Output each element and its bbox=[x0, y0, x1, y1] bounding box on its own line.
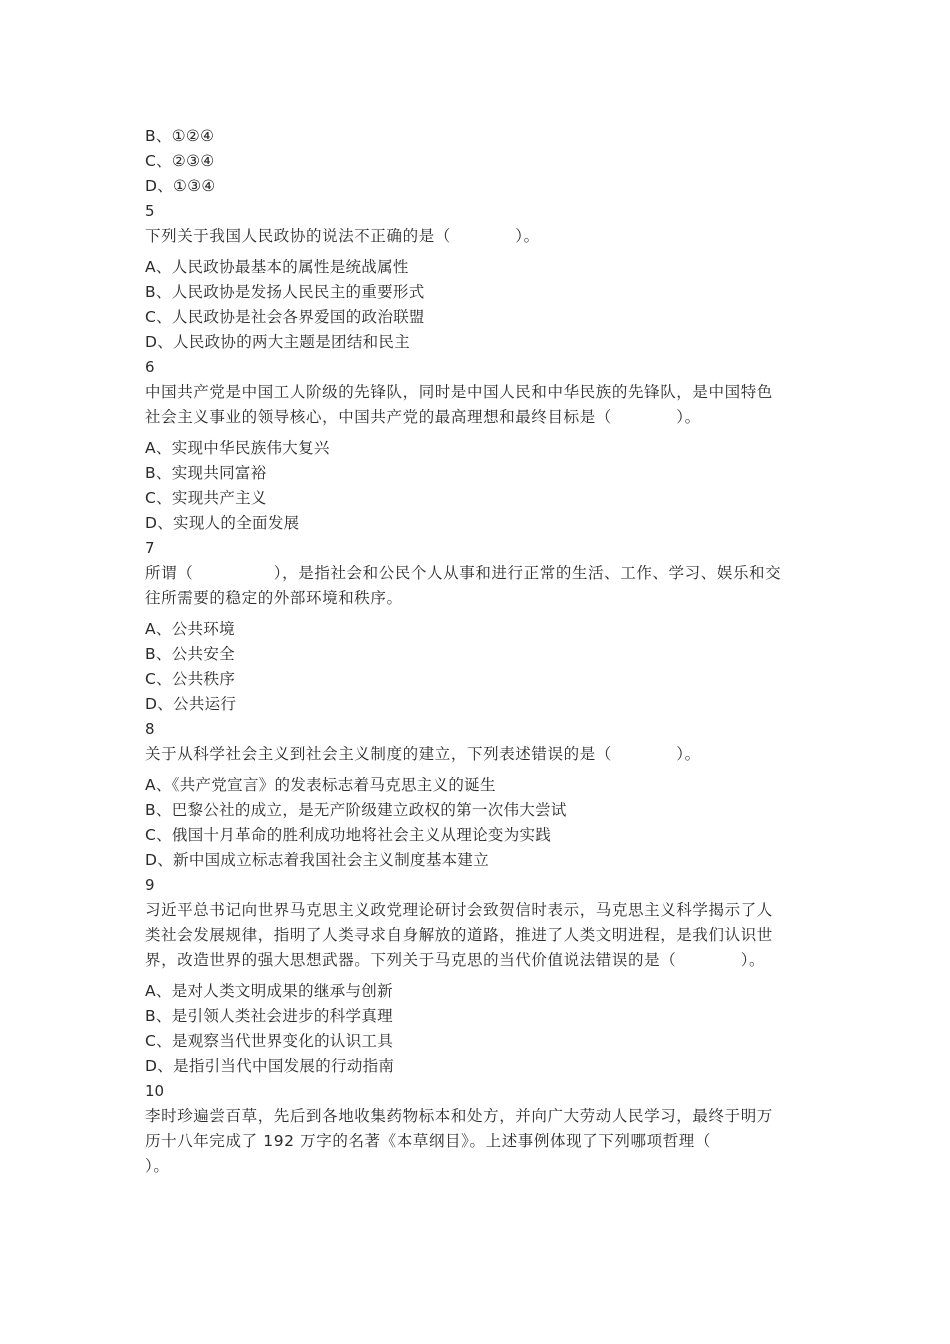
option: A、人民政协最基本的属性是统战属性 bbox=[145, 258, 409, 276]
option: D、新中国成立标志着我国社会主义制度基本建立 bbox=[145, 851, 490, 869]
option: B、巴黎公社的成立，是无产阶级建立政权的第一次伟大尝试 bbox=[145, 801, 567, 819]
stem-line: 历十八年完成了 192 万字的名著《本草纲目》。上述事例体现了下列哪项哲理（ bbox=[145, 1132, 711, 1150]
question-10 bbox=[145, 1079, 805, 1179]
option: C、是观察当代世界变化的认识工具 bbox=[145, 1032, 394, 1050]
question-6 bbox=[145, 355, 805, 536]
question-number: 9 bbox=[145, 876, 155, 894]
option: C、②③④ bbox=[145, 152, 215, 170]
stem-line: 习近平总书记向世界马克思主义政党理论研讨会致贺信时表示，马克思主义科学揭示了人 bbox=[145, 901, 773, 919]
stem-line: 中国共产党是中国工人阶级的先锋队，同时是中国人民和中华民族的先锋队，是中国特色 bbox=[145, 383, 773, 401]
option: C、实现共产主义 bbox=[145, 489, 267, 507]
stem-line: 类社会发展规律，指明了人类寻求自身解放的道路，推进了人类文明进程，是我们认识世 bbox=[145, 926, 773, 944]
carryover-options bbox=[145, 124, 805, 199]
option: A、公共环境 bbox=[145, 620, 235, 638]
question-number: 10 bbox=[145, 1082, 165, 1100]
question-9 bbox=[145, 873, 805, 1079]
stem-line: ）。 bbox=[145, 1157, 170, 1175]
option: B、公共安全 bbox=[145, 645, 235, 663]
question-stem bbox=[145, 380, 805, 430]
question-5 bbox=[145, 199, 805, 355]
option: B、实现共同富裕 bbox=[145, 464, 267, 482]
option: C、人民政协是社会各界爱国的政治联盟 bbox=[145, 308, 425, 326]
stem-line: 关于从科学社会主义到社会主义制度的建立，下列表述错误的是（ ）。 bbox=[145, 745, 701, 763]
question-stem bbox=[145, 1104, 805, 1179]
option: C、俄国十月革命的胜利成功地将社会主义从理论变为实践 bbox=[145, 826, 552, 844]
question-number: 8 bbox=[145, 720, 155, 738]
option: B、人民政协是发扬人民民主的重要形式 bbox=[145, 283, 425, 301]
option: A、《共产党宣言》的发表标志着马克思主义的诞生 bbox=[145, 776, 496, 794]
option: D、实现人的全面发展 bbox=[145, 514, 300, 532]
question-number: 6 bbox=[145, 358, 155, 376]
question-8 bbox=[145, 717, 805, 873]
question-stem bbox=[145, 561, 805, 611]
option: D、①③④ bbox=[145, 177, 216, 195]
stem-line: 所谓（ ），是指社会和公民个人从事和进行正常的生活、工作、学习、娱乐和交 bbox=[145, 564, 782, 582]
option: D、人民政协的两大主题是团结和民主 bbox=[145, 333, 411, 351]
question-stem bbox=[145, 224, 805, 249]
stem-line: 李时珍遍尝百草，先后到各地收集药物标本和处方，并向广大劳动人民学习，最终于明万 bbox=[145, 1107, 773, 1125]
question-7 bbox=[145, 536, 805, 717]
option: C、公共秩序 bbox=[145, 670, 236, 688]
question-number: 5 bbox=[145, 202, 155, 220]
question-number: 7 bbox=[145, 539, 155, 557]
option: D、是指引当代中国发展的行动指南 bbox=[145, 1057, 395, 1075]
stem-line: 下列关于我国人民政协的说法不正确的是（ ）。 bbox=[145, 227, 540, 245]
option: A、是对人类文明成果的继承与创新 bbox=[145, 982, 393, 1000]
option: A、实现中华民族伟大复兴 bbox=[145, 439, 330, 457]
stem-line: 社会主义事业的领导核心，中国共产党的最高理想和最终目标是（ ）。 bbox=[145, 408, 701, 426]
question-stem bbox=[145, 898, 805, 973]
stem-line: 界，改造世界的强大思想武器。下列关于马克思的当代价值说法错误的是（ ）。 bbox=[145, 951, 766, 969]
question-stem bbox=[145, 742, 805, 767]
option: D、公共运行 bbox=[145, 695, 237, 713]
stem-line: 往所需要的稳定的外部环境和秩序。 bbox=[145, 589, 403, 607]
exam-page bbox=[145, 124, 805, 1185]
option: B、①②④ bbox=[145, 127, 215, 145]
option: B、是引领人类社会进步的科学真理 bbox=[145, 1007, 393, 1025]
